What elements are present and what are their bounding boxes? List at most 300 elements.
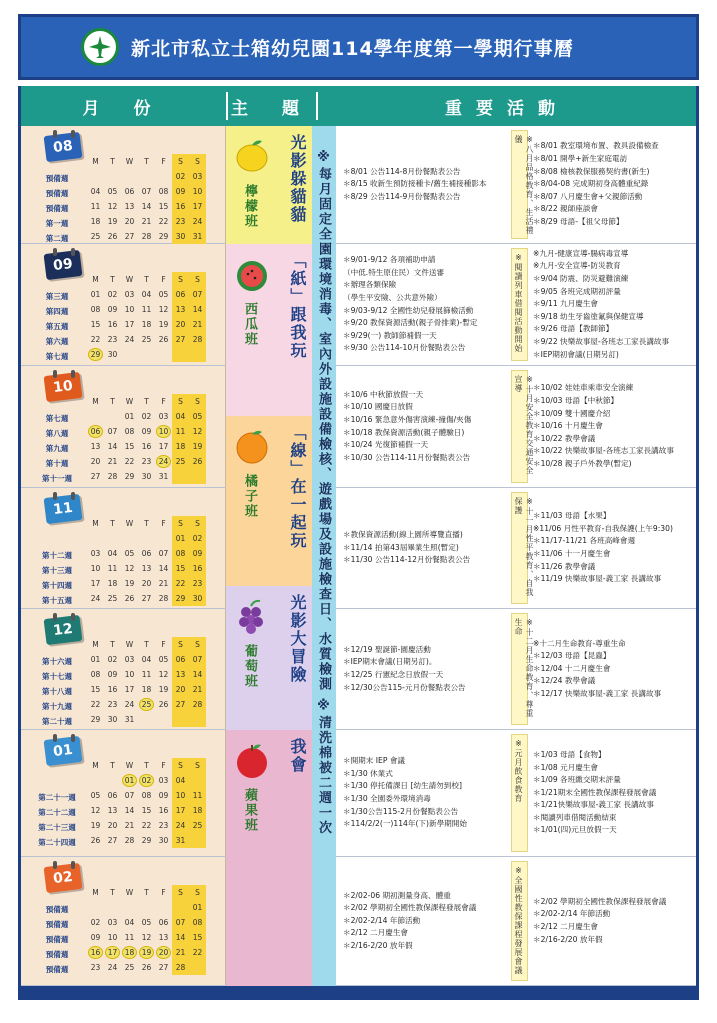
date-cell: [121, 576, 138, 591]
main-events: [343, 244, 509, 365]
event-item: ＊10/03 母語【中秋節】: [533, 396, 619, 406]
date-cell: [87, 773, 104, 788]
date-cell: [87, 818, 104, 833]
main-events: [343, 857, 509, 985]
date-number: 20: [90, 457, 101, 466]
date-number: 25: [141, 335, 152, 344]
class-name: 葡萄班: [242, 644, 257, 689]
date-cell: [121, 424, 138, 439]
date-number: 22: [90, 335, 101, 344]
date-number: 11: [141, 670, 152, 679]
monthly-focus-text: ※閱讀列車借閱活動開始: [514, 253, 523, 353]
date-number: 17: [90, 579, 101, 588]
weekday-row: [87, 516, 206, 531]
week-label: 第十八週: [42, 687, 72, 696]
date-cell: [172, 915, 189, 930]
monthly-focus-tag: [511, 613, 534, 725]
date-number: 28: [124, 836, 135, 845]
date-number: 30: [141, 472, 152, 481]
weekday-label: T: [110, 761, 115, 770]
week-label: 第六週: [45, 337, 69, 346]
date-cell: [189, 561, 206, 576]
weekday-label: S: [172, 637, 189, 652]
date-cell: [121, 915, 138, 930]
date-cell: [104, 439, 121, 454]
date-number: 29: [158, 232, 169, 241]
date-number: 19: [158, 685, 169, 694]
date-number: 26: [158, 700, 169, 709]
date-number: 28: [107, 472, 118, 481]
week-label: 第二週: [45, 234, 69, 243]
date-cell: [121, 803, 138, 818]
date-number: 09: [192, 549, 203, 558]
date-number: 16: [192, 564, 203, 573]
date-number: 30: [175, 232, 186, 241]
theme-title: 「線」在一起玩: [288, 424, 307, 550]
date-number: 05: [124, 549, 135, 558]
week-label: 第十九週: [42, 702, 72, 711]
week-row: [87, 773, 206, 788]
date-number: 01: [122, 774, 137, 787]
date-cell: [189, 773, 206, 788]
event-item: ＊8/01 開學+新生家庭電訪: [533, 154, 628, 164]
weekday-label: F: [161, 640, 166, 649]
date-number: 17: [124, 320, 135, 329]
date-cell: [87, 424, 104, 439]
week-labels: [29, 518, 85, 608]
week-label: 第十七週: [42, 672, 72, 681]
date-number: 27: [90, 472, 101, 481]
event-item: ＊2/02-06 期初測量身高、體重: [343, 890, 451, 900]
weekday-label: T: [110, 397, 115, 406]
date-number: 20: [107, 821, 118, 830]
week-labels: [29, 156, 85, 246]
date-number: 06: [175, 655, 186, 664]
date-number: 24: [90, 594, 101, 603]
event-item: ＊IEP期初會議(日期另訂): [533, 349, 619, 359]
date-number: 01: [124, 412, 135, 421]
date-cell: [138, 960, 155, 975]
date-cell: [155, 818, 172, 833]
week-row: [87, 184, 206, 199]
date-number: 07: [124, 791, 135, 800]
event-item: ＊8/15 收新生預防接種卡/舊生補接種影本: [343, 179, 487, 189]
date-cell: [155, 712, 172, 727]
date-cell: [87, 652, 104, 667]
month-calendar: [21, 488, 226, 608]
weekday-label: M: [92, 640, 99, 649]
date-cell: [155, 652, 172, 667]
date-cell: [104, 409, 121, 424]
event-item: ＊10/22 教學會議: [533, 433, 596, 443]
date-number: 05: [192, 412, 203, 421]
date-cell: [121, 439, 138, 454]
weekday-label: M: [92, 397, 99, 406]
date-cell: [189, 915, 206, 930]
date-number: 25: [90, 232, 101, 241]
binder-ring: [71, 861, 75, 869]
week-row: [87, 424, 206, 439]
binder-ring: [71, 613, 75, 621]
date-cell: [104, 788, 121, 803]
date-cell: [189, 424, 206, 439]
date-cell: [155, 229, 172, 244]
date-number: 09: [90, 933, 101, 942]
date-cell: [121, 454, 138, 469]
date-cell: [172, 332, 189, 347]
week-label: 第二十二週: [38, 808, 76, 817]
weekday-label: M: [92, 275, 99, 284]
date-cell: [104, 930, 121, 945]
event-item: ＊12/04 十二月慶生會: [533, 663, 611, 673]
date-cell: [87, 469, 104, 484]
date-cell: [121, 788, 138, 803]
date-cell: [138, 576, 155, 591]
event-item: ＊12/17 快樂故事屋-義工家 長講故事: [533, 688, 662, 698]
date-cell: [104, 546, 121, 561]
weekday-label: T: [110, 640, 115, 649]
date-cell: [138, 439, 155, 454]
date-number: 06: [158, 918, 169, 927]
event-item: ＊11/06 十一月慶生會: [533, 549, 611, 558]
weekday-label: S: [172, 394, 189, 409]
weekday-label: T: [110, 888, 115, 897]
month-number: 08: [44, 132, 83, 162]
theme-block: [226, 586, 315, 730]
date-cell: [87, 682, 104, 697]
date-cell: [138, 531, 155, 546]
month-number: 10: [44, 372, 83, 402]
event-item: ＊8/01 公告114-8月份餐點表公告: [343, 166, 461, 176]
date-cell: [121, 287, 138, 302]
date-number: 24: [156, 455, 171, 468]
theme-title: 光影躲貓貓: [288, 134, 307, 224]
date-cell: [104, 347, 121, 362]
date-cell: [104, 169, 121, 184]
date-grid: [87, 394, 206, 484]
date-cell: [172, 667, 189, 682]
date-cell: [172, 652, 189, 667]
date-cell: [87, 945, 104, 960]
event-item: ＊1/21快樂故事屋-義工家 長講故事: [533, 800, 654, 810]
date-number: 05: [141, 918, 152, 927]
date-cell: [155, 546, 172, 561]
date-cell: [87, 317, 104, 332]
date-cell: [138, 803, 155, 818]
date-number: 04: [175, 412, 186, 421]
date-cell: [138, 818, 155, 833]
event-item: ＊1/09 各班繳交期末評量: [533, 775, 621, 785]
date-cell: [189, 667, 206, 682]
date-cell: [121, 169, 138, 184]
event-item: ＊10/18 教保資源活動(親子體驗日): [343, 427, 465, 437]
date-number: 11: [90, 202, 101, 211]
date-cell: [87, 332, 104, 347]
weekday-label: T: [144, 519, 149, 528]
date-cell: [87, 302, 104, 317]
date-number: 11: [192, 791, 203, 800]
date-grid: [87, 272, 206, 362]
week-label: 第七週: [45, 352, 69, 361]
date-number: 10: [107, 933, 118, 942]
school-events: [533, 126, 693, 243]
weekday-row: [87, 154, 206, 169]
date-cell: [155, 169, 172, 184]
date-number: 20: [156, 946, 171, 959]
date-number: 29: [90, 715, 101, 724]
date-cell: [155, 184, 172, 199]
date-number: 26: [107, 232, 118, 241]
date-cell: [189, 332, 206, 347]
date-cell: [155, 561, 172, 576]
date-number: 24: [107, 963, 118, 972]
date-cell: [138, 469, 155, 484]
date-grid: [87, 154, 206, 244]
date-cell: [104, 287, 121, 302]
date-cell: [87, 409, 104, 424]
week-labels: [29, 760, 85, 850]
date-number: 17: [175, 806, 186, 815]
date-cell: [138, 682, 155, 697]
main-events: [343, 366, 509, 487]
monthly-focus-text: ※十一月性平教育、自我保護: [514, 497, 534, 597]
binder-ring: [53, 248, 57, 256]
monthly-focus-text: ※八月品格教育、生活禮儀: [514, 135, 534, 235]
weekday-label: S: [189, 885, 206, 900]
date-cell: [189, 287, 206, 302]
date-cell: [155, 930, 172, 945]
week-label: 第八週: [45, 429, 69, 438]
date-number: 09: [107, 670, 118, 679]
theme-block: [226, 416, 315, 586]
date-cell: [155, 682, 172, 697]
event-item: ＊12/19 聖誕節-園慶活動: [343, 644, 431, 654]
date-number: 08: [90, 305, 101, 314]
weekday-row: [87, 272, 206, 287]
date-cell: [172, 697, 189, 712]
event-item: ＊2/12 二月慶生會: [343, 928, 409, 938]
date-number: 22: [90, 700, 101, 709]
class-name: 西瓜班: [242, 302, 257, 347]
weekday-label: S: [172, 885, 189, 900]
date-number: 29: [175, 594, 186, 603]
date-number: 06: [175, 290, 186, 299]
date-number: 18: [122, 946, 137, 959]
date-cell: [138, 915, 155, 930]
event-item: ＊9/03-9/12 全國性幼兒發展篩檢活動: [343, 305, 474, 315]
weekday-label: S: [172, 516, 189, 531]
week-row: [87, 546, 206, 561]
date-number: 05: [107, 187, 118, 196]
week-label: 第九週: [45, 444, 69, 453]
bottom-bar: [18, 986, 699, 1000]
date-number: 03: [158, 776, 169, 785]
date-cell: [172, 347, 189, 362]
date-cell: [189, 712, 206, 727]
event-item: ＊9/11 九月慶生會: [533, 299, 599, 309]
date-cell: [121, 667, 138, 682]
date-cell: [87, 531, 104, 546]
binder-ring: [53, 734, 57, 742]
date-cell: [104, 682, 121, 697]
date-number: 14: [158, 564, 169, 573]
date-number: 19: [139, 946, 154, 959]
date-cell: [189, 531, 206, 546]
page-title: 新北市私立士箱幼兒園114學年度第一學期行事曆: [131, 38, 574, 60]
date-number: 27: [175, 700, 186, 709]
week-row: [87, 833, 206, 848]
weekday-label: T: [110, 157, 115, 166]
date-cell: [189, 697, 206, 712]
week-row: [87, 930, 206, 945]
date-cell: [155, 469, 172, 484]
date-cell: [172, 682, 189, 697]
date-number: 12: [158, 670, 169, 679]
date-number: 16: [158, 806, 169, 815]
week-label: 第十二週: [42, 551, 72, 560]
date-cell: [138, 833, 155, 848]
binder-ring: [53, 130, 57, 138]
week-row: [87, 652, 206, 667]
date-number: 13: [141, 564, 152, 573]
week-labels: [29, 639, 85, 729]
weekday-label: M: [92, 761, 99, 770]
date-number: 27: [141, 594, 152, 603]
date-cell: [172, 424, 189, 439]
date-number: 06: [124, 187, 135, 196]
date-number: 01: [90, 290, 101, 299]
date-number: 27: [175, 335, 186, 344]
date-cell: [104, 773, 121, 788]
theme-header: 主 題: [231, 98, 313, 119]
date-cell: [87, 591, 104, 606]
week-row: [87, 214, 206, 229]
date-cell: [172, 546, 189, 561]
date-number: 03: [158, 412, 169, 421]
week-spacer: [29, 156, 85, 171]
date-cell: [155, 199, 172, 214]
date-cell: [104, 960, 121, 975]
monthly-focus-tag: [511, 370, 534, 483]
week-row: [87, 229, 206, 244]
date-number: 19: [107, 217, 118, 226]
event-item: ＊10/16 十月慶生會: [533, 421, 603, 431]
event-item: ＊10/09 雙十國慶介紹: [533, 408, 611, 418]
event-item: ＊8/29 公告114-9月份餐點表公告: [343, 191, 461, 201]
date-cell: [121, 833, 138, 848]
event-item: ＊開期末 IEP 會議: [343, 756, 406, 766]
binder-ring: [71, 130, 75, 138]
week-labels: [29, 274, 85, 364]
weekday-label: F: [161, 519, 166, 528]
class-name: 蘋果班: [242, 788, 257, 833]
date-cell: [189, 199, 206, 214]
date-cell: [172, 930, 189, 945]
date-cell: [104, 531, 121, 546]
date-number: 30: [107, 715, 118, 724]
date-cell: [104, 900, 121, 915]
event-item: ＊1/30 全園委外環境消毒: [343, 794, 431, 803]
month-row: [21, 857, 696, 986]
date-number: 15: [192, 933, 203, 942]
date-cell: [104, 591, 121, 606]
event-item: ＊11/26 教學會議: [533, 561, 596, 571]
date-number: 13: [90, 442, 101, 451]
week-row: [87, 900, 206, 915]
date-number: 14: [175, 933, 186, 942]
theme-block: [226, 244, 315, 416]
date-number: 24: [124, 700, 135, 709]
date-number: 22: [192, 948, 203, 957]
week-spacer: [29, 887, 85, 902]
week-label: 第三週: [45, 292, 69, 301]
date-cell: [172, 945, 189, 960]
date-cell: [189, 317, 206, 332]
weekday-label: F: [161, 157, 166, 166]
week-label: 第十三週: [42, 566, 72, 575]
plane-icon: [87, 34, 113, 60]
date-cell: [87, 347, 104, 362]
date-cell: [87, 546, 104, 561]
date-cell: [121, 960, 138, 975]
week-label: [29, 775, 85, 790]
event-item: ＊2/16-2/20 放年假: [343, 940, 413, 950]
week-row: [87, 945, 206, 960]
date-cell: [189, 546, 206, 561]
date-cell: [104, 697, 121, 712]
date-number: 16: [107, 685, 118, 694]
date-cell: [104, 184, 121, 199]
month-number: 09: [44, 250, 83, 280]
date-cell: [104, 199, 121, 214]
date-number: 29: [88, 348, 103, 361]
event-item: ＊8/22 親師座談會: [533, 204, 599, 214]
date-number: 04: [90, 187, 101, 196]
weekday-label: W: [125, 640, 134, 649]
weekday-label: T: [144, 888, 149, 897]
date-number: 31: [124, 715, 135, 724]
date-cell: [189, 900, 206, 915]
event-item: ＊2/16-2/20 放年假: [533, 934, 603, 944]
date-number: 02: [107, 290, 118, 299]
month-row: [21, 730, 696, 857]
date-number: 06: [107, 791, 118, 800]
date-number: 23: [107, 335, 118, 344]
month-number: 11: [44, 494, 83, 524]
date-cell: [172, 184, 189, 199]
event-item: ＊9/20 教保資源活動(親子骨排業)-暫定: [343, 318, 478, 328]
date-cell: [104, 561, 121, 576]
date-cell: [87, 199, 104, 214]
week-row: [87, 818, 206, 833]
week-row: [87, 915, 206, 930]
date-cell: [121, 332, 138, 347]
week-spacer: [29, 274, 85, 289]
date-cell: [189, 576, 206, 591]
date-cell: [104, 332, 121, 347]
date-cell: [189, 169, 206, 184]
date-cell: [155, 667, 172, 682]
date-cell: [172, 712, 189, 727]
event-item: ＊10/02 娃娃車乘車安全演練: [533, 383, 634, 393]
weekday-label: W: [125, 519, 134, 528]
date-number: 01: [90, 655, 101, 664]
date-number: 29: [141, 836, 152, 845]
weekday-label: T: [144, 397, 149, 406]
date-cell: [138, 561, 155, 576]
date-number: 11: [124, 933, 135, 942]
date-number: 07: [192, 290, 203, 299]
